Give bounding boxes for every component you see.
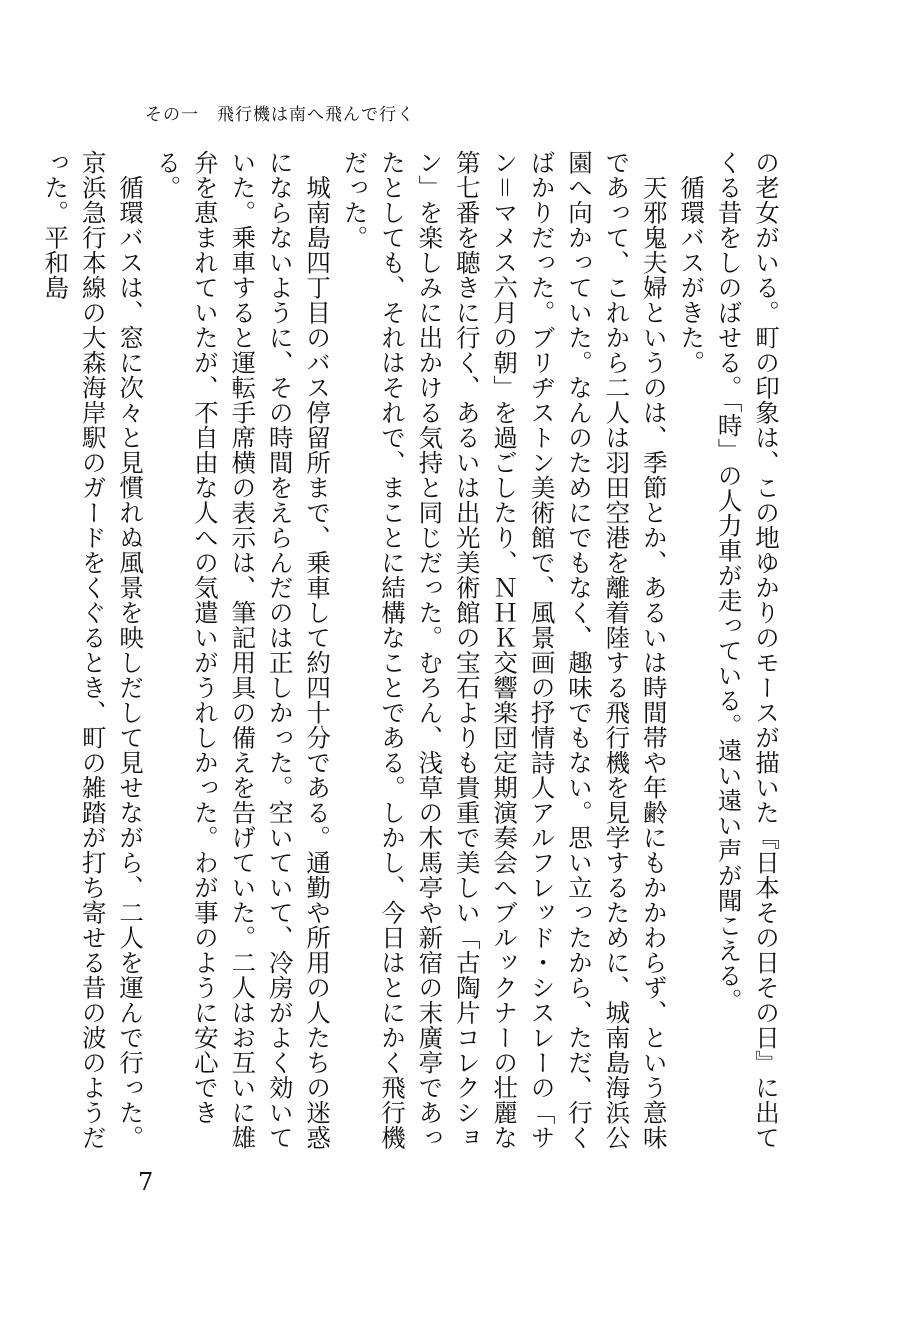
- paragraph-3: 天邪鬼夫婦というのは、季節とか、あるいは時間帯や年齢にもかかわらず、という意味であって、これから二人は羽田空港を離着陸する飛行機を見学するために、城南島海浜公園へ向かっていた。なんのためにでもなく、趣味でもない。思い立ったから、ただ、行くばかりだった。ブリヂストン美術館で、風景画の抒情詩人アルフレッド・シスレーの「サン＝マメス六月の朝」を過ごしたり、ＮＨＫ交響楽団定期演奏会へブルックナーの壮麗な第七番を聴きに行く、あるいは出光美術館の宝石よりも貴重で美しい「古陶片コレクション」を楽しみに出かける気持と同じだった。むろん、浅草の木馬亭や新宿の末廣亭であったとしても、それはそれで、まことに結構なことである。しかし、今日はとにかく飛行機だった。: [340, 150, 669, 1150]
- paragraph-2: 循環バスがきた。: [677, 174, 707, 375]
- body-text: [41, 150, 785, 1160]
- paragraph-1: の老女がいる。町の印象は、この地ゆかりのモースが描いた『日本その日その日』に出てくる昔をしのばせる。「時」の人力車が走っている。遠い遠い声が聞こえる。: [714, 150, 781, 1150]
- page-number: 7: [138, 1168, 154, 1196]
- paragraph-5: 循環バスは、窓に次々と見慣れぬ風景を映しだして見せながら、二人を運んで行った。京浜急行本線の大森海岸駅のガードをくぐるとき、町の雑踏が打ち寄せる昔の波のようだった。平和島: [41, 150, 146, 1150]
- running-head: その一 飛行機は南へ飛んで行く: [145, 105, 415, 125]
- paragraph-4: 城南島四丁目のバス停留所まで、乗車して約四十分である。通勤や所用の人たちの迷惑にならないように、その時間をえらんだのは正しかった。空いていて、冷房がよく効いていた。乗車すると運転手席横の表示は、筆記用具の備えを告げていた。二人はお互いに雄弁を恵まれていたが、不自由な人への気遣いがうれしかった。わが事のように安心できる。: [153, 150, 333, 1150]
